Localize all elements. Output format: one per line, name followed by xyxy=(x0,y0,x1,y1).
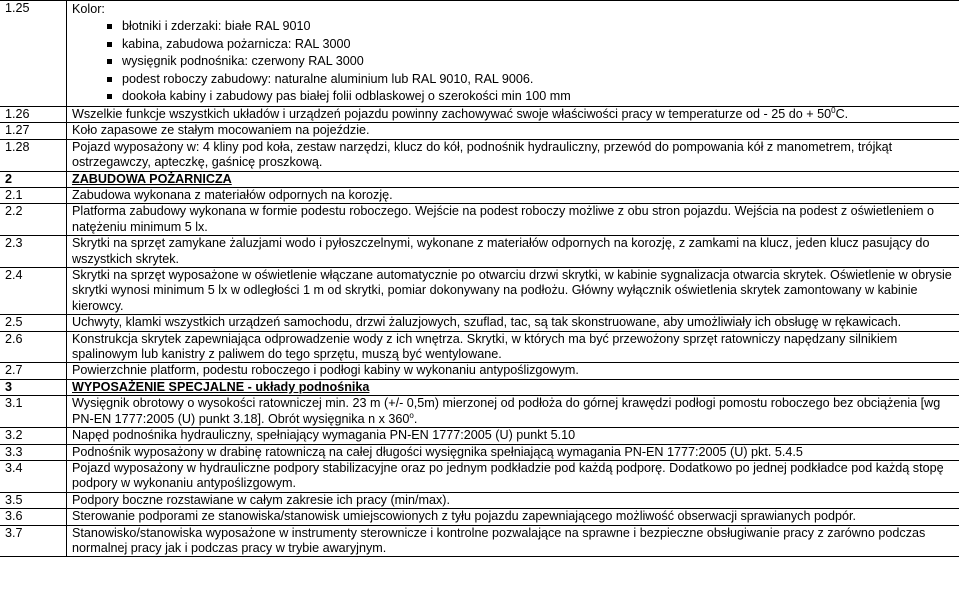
spec-row xyxy=(0,123,959,139)
row-number: 1.25 xyxy=(0,1,67,107)
row-number: 2.4 xyxy=(0,268,67,315)
spec-row xyxy=(0,460,959,492)
row-text: Koło zapasowe ze stałym mocowaniem na pojeździe. xyxy=(72,123,370,138)
row-number: 2.1 xyxy=(0,188,67,204)
spec-row xyxy=(0,492,959,508)
spec-row xyxy=(0,315,959,331)
row-number: 3 xyxy=(0,379,67,395)
spec-row xyxy=(0,396,959,428)
row-description xyxy=(67,139,959,171)
spec-row xyxy=(0,139,959,171)
row-description xyxy=(67,460,959,492)
section-heading: WYPOSAŻENIE SPECJALNE - układy podnośnika xyxy=(72,379,370,394)
color-list-item: podest roboczy zabudowy: naturalne aluminium lub RAL 9010, RAL 9006. xyxy=(122,71,959,89)
row-text-suffix: C. xyxy=(835,106,849,121)
spec-row xyxy=(0,1,959,107)
spec-row xyxy=(0,236,959,268)
row-description xyxy=(67,379,959,395)
row-text: Wszelkie funkcje wszystkich układów i urządzeń pojazdu powinny zachowywać swoje właściwości pracy w temperaturze od - 25 do + 50 xyxy=(72,106,832,121)
row-number: 2.2 xyxy=(0,204,67,236)
row-description xyxy=(67,363,959,379)
row-number: 3.4 xyxy=(0,460,67,492)
row-text: Zabudowa wykonana z materiałów odpornych na korozję. xyxy=(72,188,393,202)
row-text: Pojazd wyposażony w hydrauliczne podpory stabilizacyjne oraz po jednym podkładzie pod każdą podporę. Dodatkowo po jednej podkładce pod każdą stopę podpory w wykonaniu antypoślizgowym. xyxy=(72,460,944,491)
row-number: 1.28 xyxy=(0,139,67,171)
color-list-item: kabina, zabudowa pożarnicza: RAL 3000 xyxy=(122,36,959,54)
row-description xyxy=(67,428,959,444)
spec-row xyxy=(0,188,959,204)
color-list xyxy=(72,18,959,106)
spec-row xyxy=(0,106,959,122)
row-number: 2.6 xyxy=(0,331,67,363)
section-heading: ZABUDOWA POŻARNICZA xyxy=(72,171,232,186)
spec-row xyxy=(0,525,959,557)
row-number: 1.27 xyxy=(0,123,67,139)
row-description xyxy=(67,123,959,139)
row-text: Sterowanie podporami ze stanowiska/stanowisk umiejscowionych z tyłu pojazdu zapewniającego możliwość obserwacji sprawianych podpór. xyxy=(72,509,857,524)
spec-row xyxy=(0,428,959,444)
color-list-item: wysięgnik podnośnika: czerwony RAL 3000 xyxy=(122,53,959,71)
row-text-suffix: . xyxy=(413,411,418,426)
row-description xyxy=(67,1,959,107)
row-text: Podnośnik wyposażony w drabinę ratowniczą na całej długości wysięgnika spełniającą wymagania PN-EN 1777:2005 (U) pkt. 5.4.5 xyxy=(72,444,803,459)
spec-row xyxy=(0,509,959,525)
row-description xyxy=(67,525,959,557)
row-number: 2.7 xyxy=(0,363,67,379)
row-text: Uchwyty, klamki wszystkich urządzeń samochodu, drzwi żaluzjowych, szuflad, tac, są tak skonstruowane, aby umożliwiały ich obsługę w rękawicach. xyxy=(72,315,902,330)
row-number: 1.26 xyxy=(0,106,67,122)
row-description xyxy=(67,106,959,122)
color-list-item: dookoła kabiny i zabudowy pas białej folii odblaskowej o szerokości min 100 mm xyxy=(122,88,959,106)
row-number: 2 xyxy=(0,171,67,187)
row-description xyxy=(67,236,959,268)
row-number: 2.3 xyxy=(0,236,67,268)
row-number: 3.7 xyxy=(0,525,67,557)
color-list-item: błotniki i zderzaki: białe RAL 9010 xyxy=(122,18,959,36)
spec-row xyxy=(0,204,959,236)
spec-row xyxy=(0,444,959,460)
row-description xyxy=(67,444,959,460)
row-description xyxy=(67,315,959,331)
spec-row xyxy=(0,268,959,315)
row-text: Podpory boczne rozstawiane w całym zakresie ich pracy (min/max). xyxy=(72,492,450,507)
row-description xyxy=(67,331,959,363)
row-text: Platforma zabudowy wykonana w formie podestu roboczego. Wejście na podest roboczy możliwe z obu stron pojazdu. Wejścia na podest z oświetleniem o natężeniu minimum 5 lx. xyxy=(72,204,934,234)
row-description xyxy=(67,268,959,315)
row-number: 3.5 xyxy=(0,492,67,508)
row-text: Napęd podnośnika hydrauliczny, spełniający wymagania PN-EN 1777:2005 (U) punkt 5.10 xyxy=(72,428,576,443)
row-text: Skrytki na sprzęt zamykane żaluzjami wodo i pyłoszczelnymi, wykonane z materiałów odpornych na korozję, z zamkami na klucz, jeden klucz pasujący do wszystkich skrytek. xyxy=(72,236,930,266)
row-title: Kolor: xyxy=(72,2,105,16)
row-text: Stanowisko/stanowiska wyposażone w instrumenty sterownicze i kontrolne pozwalające na sprawne i bezpieczne obsługiwanie pracy z zarówno podczas normalnej pracy jak i podczas pracy w trybie awaryjnym. xyxy=(72,525,926,555)
row-description xyxy=(67,396,959,428)
row-number: 3.2 xyxy=(0,428,67,444)
row-text: Wysięgnik obrotowy o wysokości ratowniczej min. 23 m (+/- 0,5m) mierzonej od podłoża do górnej krawędzi podłogi pomostu roboczego bez obciążenia [wg PN-EN 1777:2005 (U) punkt 3.18]. Obrót wysięgnika n x 360 xyxy=(72,396,941,426)
superscript: o xyxy=(409,410,414,420)
spec-row xyxy=(0,379,959,395)
spec-row xyxy=(0,331,959,363)
row-text: Powierzchnie platform, podestu roboczego i podłogi kabiny w wykonaniu antypoślizgowym. xyxy=(72,363,579,378)
row-description xyxy=(67,188,959,204)
row-number: 3.6 xyxy=(0,509,67,525)
row-number: 2.5 xyxy=(0,315,67,331)
row-text: Skrytki na sprzęt wyposażone w oświetlenie włączane automatycznie po otwarciu drzwi skrytki, w kabinie sygnalizacja otwarcia skrytek. Oświetlenie w obrysie skrytki wynosi minimum 5 lx w odległości 1 m od skrytki, pomiar dokonywany na podłożu. Główny wyłącznik oświetlenia skrytek zamontowany w kabinie kierowcy. xyxy=(72,268,952,313)
row-number: 3.1 xyxy=(0,396,67,428)
row-text: Konstrukcja skrytek zapewniająca odprowadzenie wody z ich wnętrza. Skrytki, w których ma być przewożony sprzęt ratowniczy napędzany silnikiem spalinowym lub kanistry z paliwem do tego sprzętu, muszą być wentylowane. xyxy=(72,331,898,362)
row-text: Pojazd wyposażony w: 4 kliny pod koła, zestaw narzędzi, klucz do kół, podnośnik hydrauliczny, przewód do pompowania kół z manometrem, trójkąt ostrzegawczy, apteczkę, gaśnicę proszkową. xyxy=(72,139,893,170)
row-description xyxy=(67,509,959,525)
spec-row xyxy=(0,171,959,187)
row-description xyxy=(67,204,959,236)
row-description xyxy=(67,171,959,187)
superscript: 0 xyxy=(831,105,836,115)
row-description xyxy=(67,492,959,508)
row-number: 3.3 xyxy=(0,444,67,460)
spec-row xyxy=(0,363,959,379)
